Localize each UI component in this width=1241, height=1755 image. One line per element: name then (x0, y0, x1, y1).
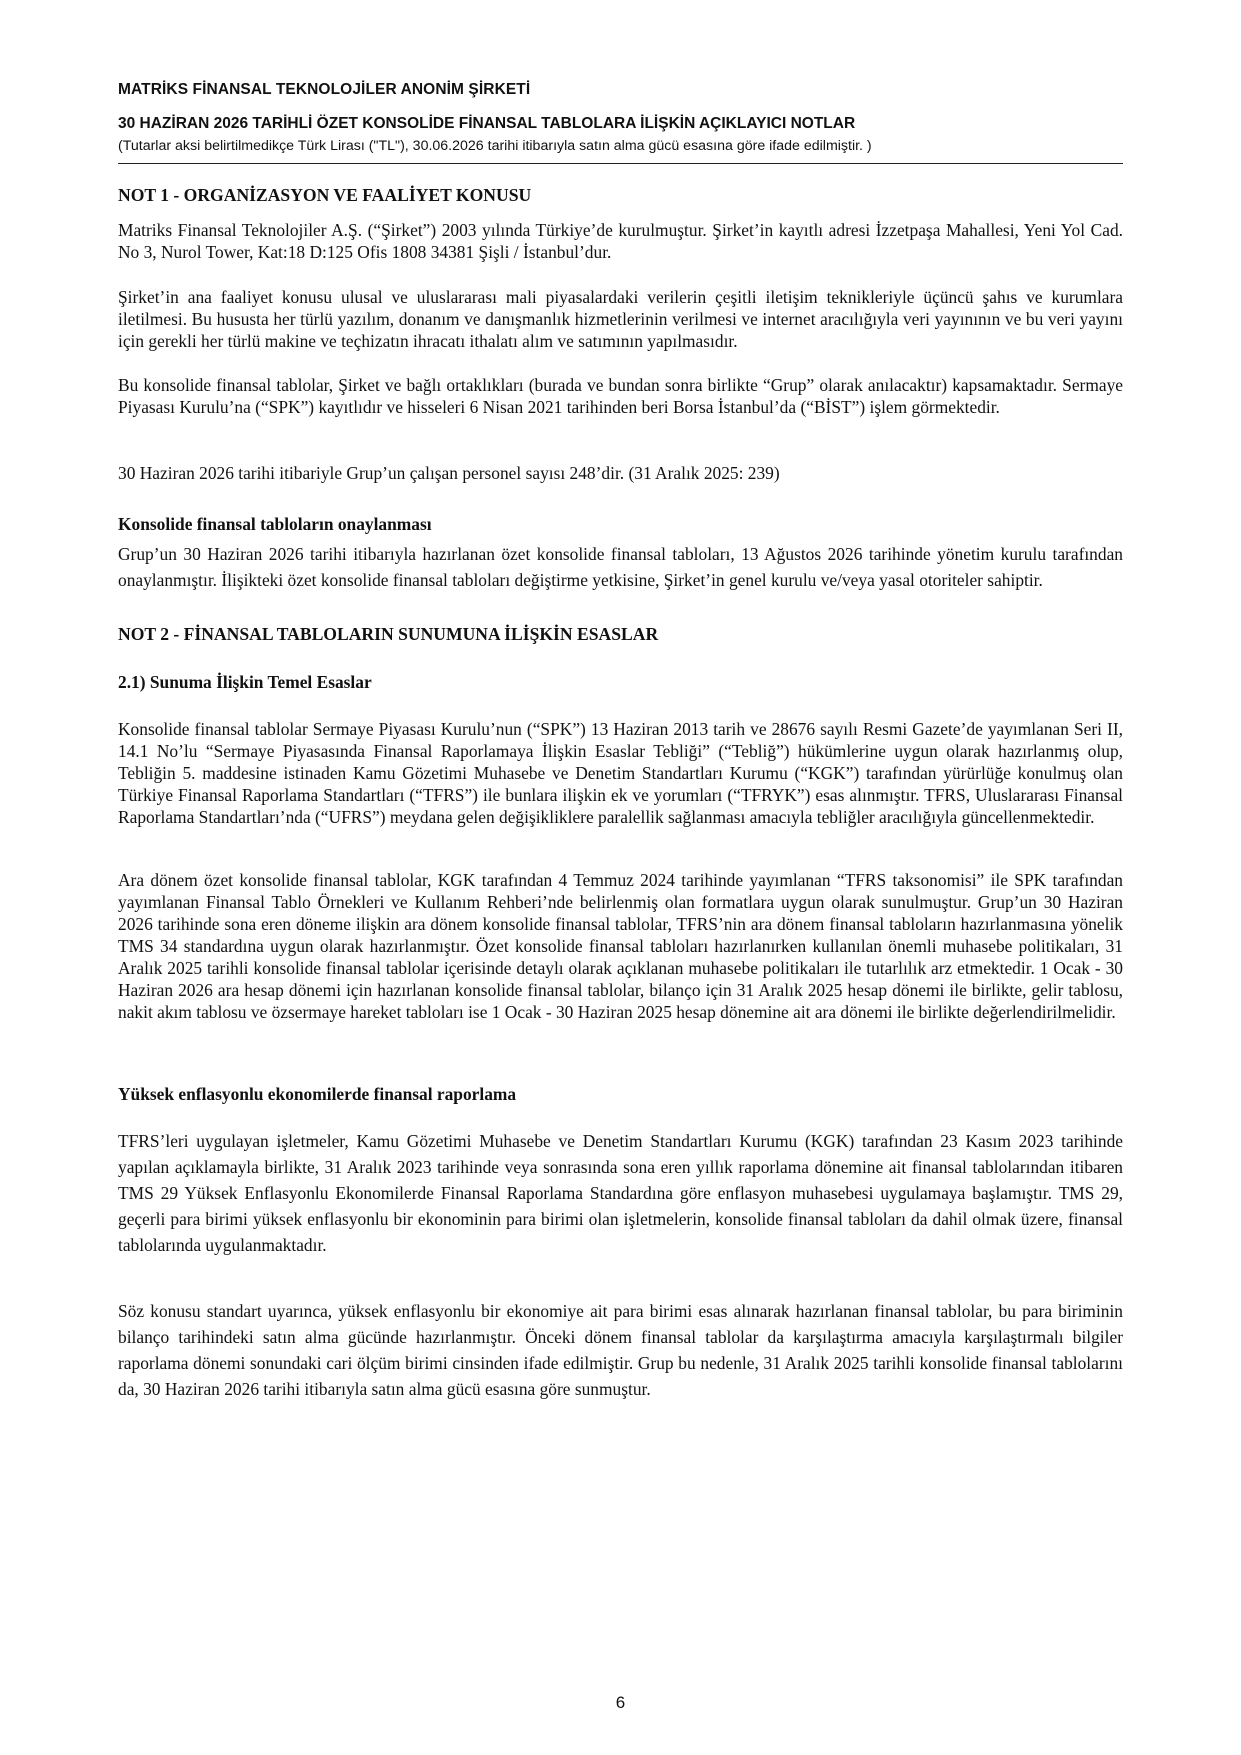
header-divider (118, 163, 1123, 164)
note2-paragraph-1: Konsolide finansal tablolar Sermaye Piyasası Kurulu’nun (“SPK”) 13 Haziran 2013 tarih ve 28676 sayılı Resmi Gazete’de yayımlanan Seri II, 14.1 No’lu “Sermaye Piyasasında Finansal Raporlamaya İlişkin Esaslar Tebliği” (“Tebliğ”) hükümlerine uygun olarak hazırlanmış olup, Tebliğin 5. maddesine istinaden Kamu Gözetimi Muhasebe ve Denetim Standartları Kurumu (“KGK”) tarafından yürürlüğe konulmuş olan Türkiye Finansal Raporlama Standartları (“TFRS”) ile bunlara ilişkin ek ve yorumları (“TFRYK”) esas alınmıştır. TFRS, Uluslararası Finansal Raporlama Standartları’nda (“UFRS”) meydana gelen değişikliklere paralellik sağlanması amacıyla tebliğler aracılığıyla güncellenmektedir. (118, 719, 1123, 827)
note2-paragraph-3: TFRS’leri uygulayan işletmeler, Kamu Gözetimi Muhasebe ve Denetim Standartları Kurumu (KGK) tarafından 23 Kasım 2023 tarihinde yapılan açıklamayla birlikte, 31 Aralık 2023 tarihinde veya sonrasında sona eren yıllık raporlama dönemine ait finansal tablolarından itibaren TMS 29 Yüksek Enflasyonlu Ekonomilerde Finansal Raporlama Standardına göre enflasyon muhasebesi uygulamaya başlamıştır. TMS 29, geçerli para birimi yüksek enflasyonlu bir ekonominin para birimi olan işletmelerin, konsolide finansal tabloları da dahil olmak üzere, finansal tablolarında uygulanmaktadır. (118, 1131, 1123, 1255)
approval-paragraph: Grup’un 30 Haziran 2026 tarihi itibarıyla hazırlanan özet konsolide finansal tabloları, 13 Ağustos 2026 tarihinde yönetim kurulu tarafından onaylanmıştır. İlişikteki özet konsolide finansal tabloları değiştirme yetkisine, Şirket’in genel kurulu ve/veya yasal otoriteler sahiptir. (118, 544, 1123, 590)
document-title: 30 HAZİRAN 2026 TARİHLİ ÖZET KONSOLİDE FİNANSAL TABLOLARA İLİŞKİN AÇIKLAYICI NOTLAR (118, 115, 856, 132)
note2-paragraph-4: Söz konusu standart uyarınca, yüksek enflasyonlu bir ekonomiye ait para birimi esas alınarak hazırlanan finansal tablolar, bu para biriminin bilanço tarihindeki satın alma gücünde hazırlanmıştır. Önceki dönem finansal tablolar da karşılaştırma amacıyla karşılaştırmalı bilgiler raporlama dönemi sonundaki cari ölçüm birimi cinsinden ifade edilmiştir. Grup bu nedenle, 31 Aralık 2025 tarihli konsolide finansal tablolarını da, 30 Haziran 2026 tarihi itibarıyla satın alma gücü esasına göre sunmuştur. (118, 1301, 1123, 1399)
section-2-1-heading: 2.1) Sunuma İlişkin Temel Esaslar (118, 672, 372, 692)
note1-paragraph-2: Şirket’in ana faaliyet konusu ulusal ve uluslararası mali piyasalardaki verilerin çeşitli iletişim teknikleriyle üçüncü şahıs ve kurumlara iletilmesi. Bu hususta her türlü yazılım, donanım ve danışmanlık hizmetlerinin verilmesi ve internet aracılığıyla veri yayınının ve bu veri yayını için gerekli her türlü makine ve teçhizatın ihracatı ithalatı alım ve satımının yapılmasıdır. (118, 287, 1123, 351)
note1-paragraph-1: Matriks Finansal Teknolojiler A.Ş. (“Şirket”) 2003 yılında Türkiye’de kurulmuştur. Şirket’in kayıtlı adresi İzzetpaşa Mahallesi, Yeni Yol Cad. No 3, Nurol Tower, Kat:18 D:125 Ofis 1808 34381 Şişli / İstanbul’dur. (118, 220, 1123, 262)
note1-paragraph-3: Bu konsolide finansal tablolar, Şirket ve bağlı ortaklıkları (burada ve bundan sonra birlikte “Grup” olarak anılacaktır) kapsamaktadır. Sermaye Piyasası Kurulu’na (“SPK”) kayıtlıdır ve hisseleri 6 Nisan 2021 tarihinden beri Borsa İstanbul’da (“BİST”) işlem görmektedir. (118, 375, 1123, 417)
note2-paragraph-2: Ara dönem özet konsolide finansal tablolar, KGK tarafından 4 Temmuz 2024 tarihinde yayımlanan “TFRS taksonomisi” ile SPK tarafından yayımlanan Finansal Tablo Örnekleri ve Kullanım Rehberi’nde belirlenmiş olan formatlara uygun olarak sunulmuştur. Grup’un 30 Haziran 2026 tarihinde sona eren döneme ilişkin ara dönem konsolide finansal tablolar, TFRS’nin ara dönem finansal tabloların hazırlanmasına yönelik TMS 34 standardına uygun olarak hazırlanmıştır. Özet konsolide finansal tabloları hazırlanırken kullanılan önemli muhasebe politikaları, 31 Aralık 2025 tarihli konsolide finansal tablolar içerisinde detaylı olarak açıklanan muhasebe politikaları ile tutarlılık arz etmektedir. 1 Ocak - 30 Haziran 2026 ara hesap dönemi için hazırlanan konsolide finansal tablolar, bilanço için 31 Aralık 2025 hesap dönemi ile birlikte, gelir tablosu, nakit akım tablosu ve özsermaye hareket tabloları ise 1 Ocak - 30 Haziran 2025 hesap dönemine ait ara dönemi ile birlikte değerlendirilmelidir. (118, 870, 1123, 1022)
note2-heading: NOT 2 - FİNANSAL TABLOLARIN SUNUMUNA İLİŞKİN ESASLAR (118, 624, 659, 644)
document-subtitle: (Tutarlar aksi belirtilmedikçe Türk Lirası ("TL"), 30.06.2026 tarihi itibarıyla satın alma gücü esasına göre ifade edilmiştir. ) (118, 138, 872, 154)
page-number: 6 (615, 1693, 626, 1712)
note1-paragraph-4: 30 Haziran 2026 tarihi itibariyle Grup’un çalışan personel sayısı 248’dir. (31 Aralık 2025: 239) (118, 463, 780, 483)
inflation-heading: Yüksek enflasyonlu ekonomilerde finansal raporlama (118, 1084, 517, 1104)
document-page (118, 0, 1123, 1755)
company-name: MATRİKS FİNANSAL TEKNOLOJİLER ANONİM ŞİRKETİ (118, 81, 531, 98)
note1-heading: NOT 1 - ORGANİZASYON VE FAALİYET KONUSU (118, 185, 532, 205)
approval-heading: Konsolide finansal tabloların onaylanması (118, 514, 432, 534)
page-header (118, 80, 1123, 156)
